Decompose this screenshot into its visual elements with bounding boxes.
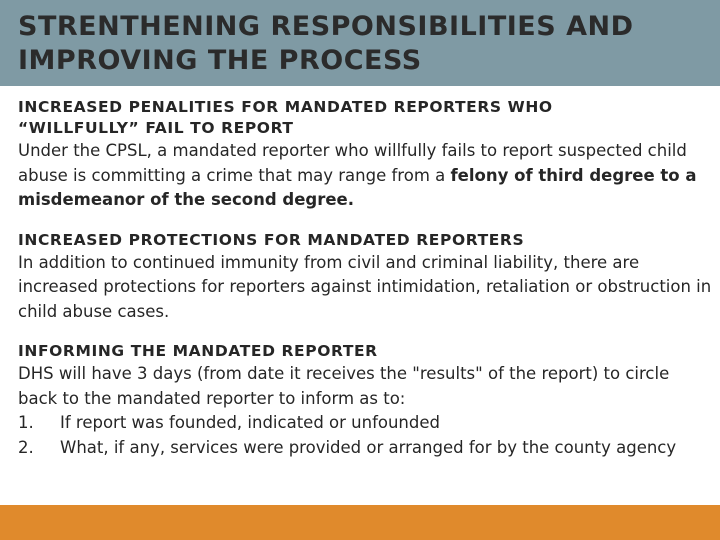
slide-content bbox=[18, 97, 713, 460]
section-informing bbox=[18, 341, 713, 460]
section-penalties-heading-line-1: INCREASED PENALITIES FOR MANDATED REPORTERS WHO bbox=[18, 98, 553, 116]
slide-title bbox=[18, 10, 708, 78]
section-protections bbox=[18, 230, 713, 325]
section-informing-heading: INFORMING THE MANDATED REPORTER bbox=[18, 342, 378, 360]
footer-bar bbox=[0, 505, 720, 540]
slide-title-line-2: IMPROVING THE PROCESS bbox=[18, 45, 422, 76]
list-item-number: 2. bbox=[18, 437, 34, 457]
section-penalties-heading bbox=[18, 97, 713, 139]
list-item-text: If report was founded, indicated or unfounded bbox=[60, 413, 440, 432]
section-protections-heading: INCREASED PROTECTIONS FOR MANDATED REPORTERS bbox=[18, 230, 525, 249]
section-penalties bbox=[18, 97, 713, 213]
slide-title-line-1: STRENTHENING RESPONSIBILITIES AND bbox=[18, 11, 634, 42]
section-penalties-text bbox=[18, 139, 713, 213]
section-protections-text: In addition to continued immunity from civil and criminal liability, there are increased protections for reporters against intimidation, retaliation or obstruction in child abuse cases. bbox=[18, 252, 712, 321]
list-item-number: 1. bbox=[18, 413, 34, 432]
list-item-text: What, if any, services were provided or arranged for by the county agency bbox=[60, 437, 677, 457]
list-item bbox=[18, 436, 713, 461]
section-penalties-heading-line-2: “WILLFULLY” FAIL TO REPORT bbox=[18, 119, 294, 137]
section-penalties-text-bold: felony of third degree to a misdemeanor of the second degree. bbox=[18, 165, 697, 209]
section-penalties-text-plain: Under the CPSL, a mandated reporter who willfully fails to report suspected child abuse is committing a crime that may range from a bbox=[18, 141, 687, 185]
list-item bbox=[18, 411, 713, 436]
section-informing-text: DHS will have 3 days (from date it receives the "results" of the report) to circle back to the mandated reporter to inform as to: bbox=[18, 364, 670, 408]
